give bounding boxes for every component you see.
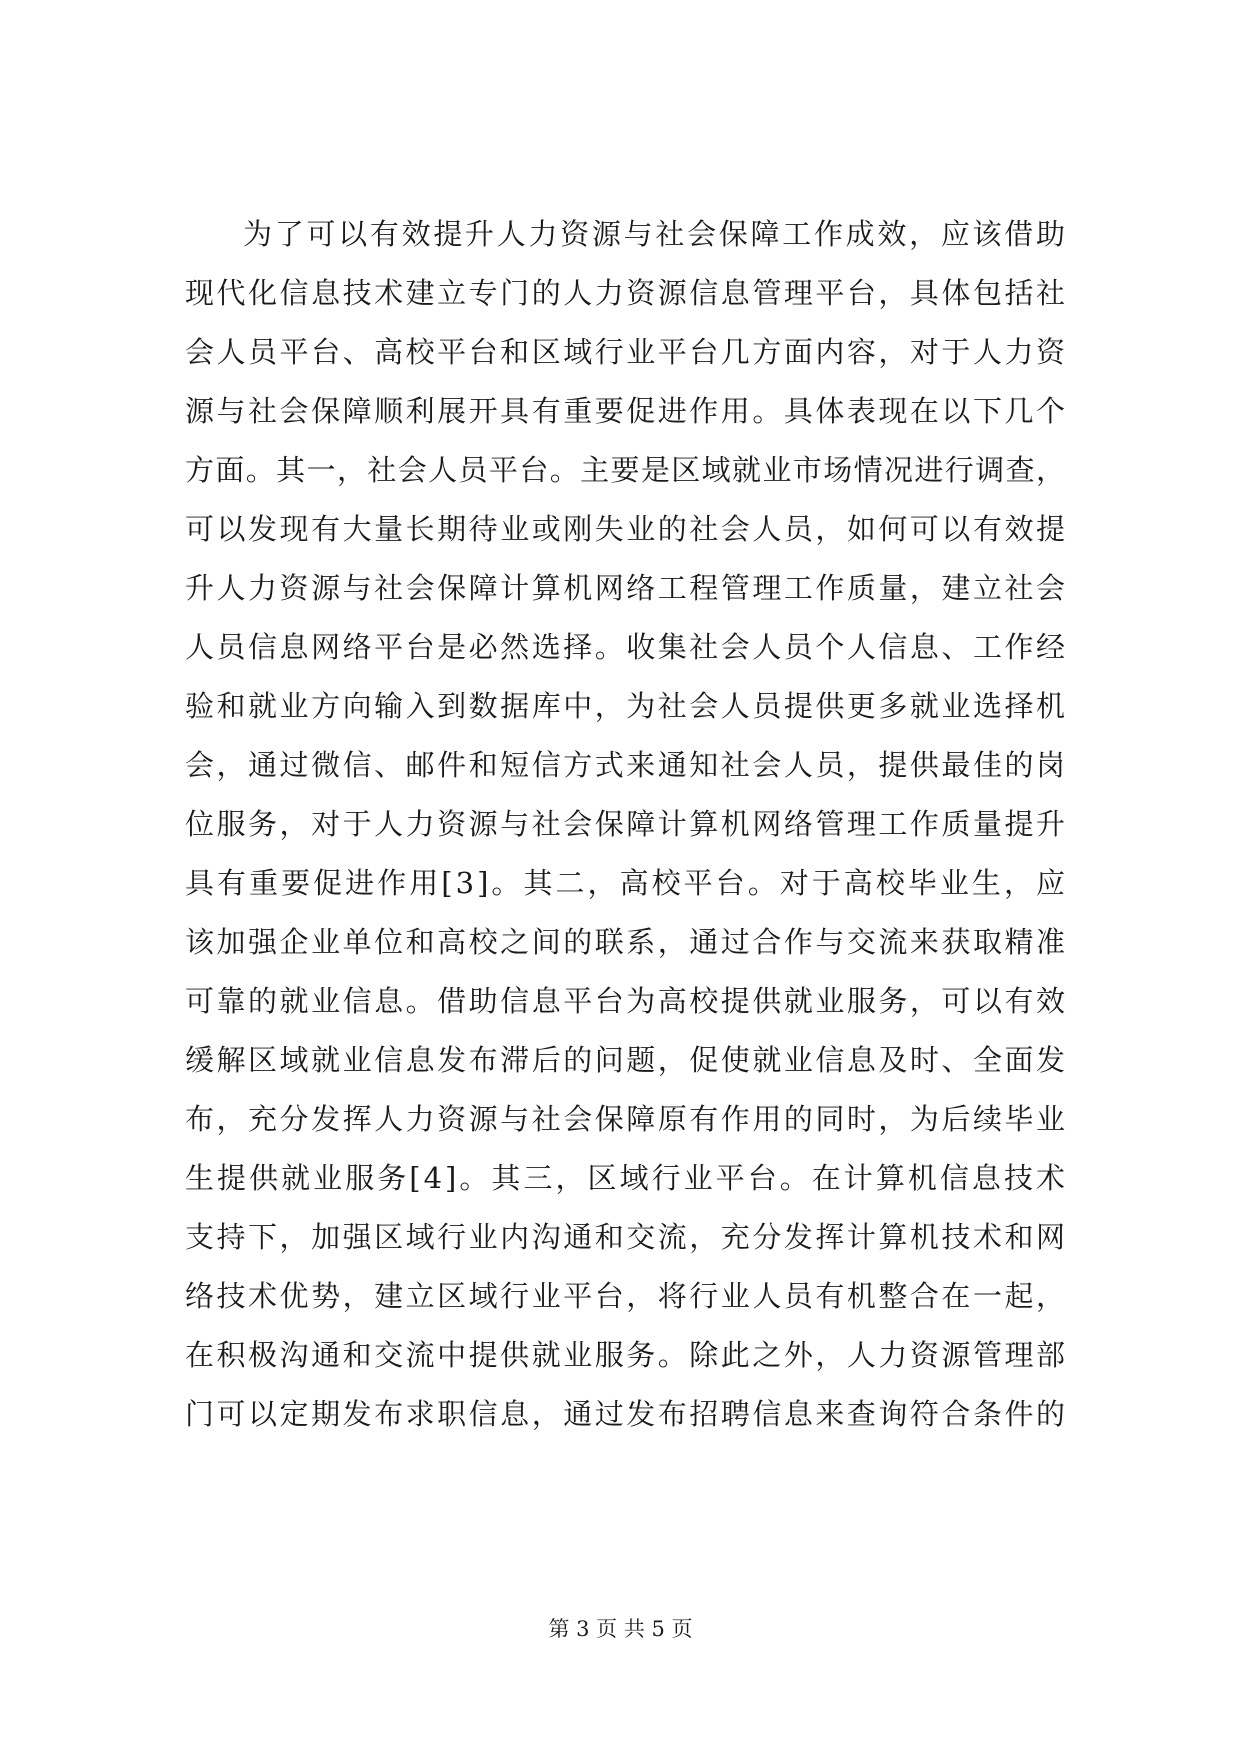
text-line: 会，通过微信、邮件和短信方式来通知社会人员，提供最佳的岗 [185, 748, 1068, 782]
text-line: 会人员平台、高校平台和区域行业平台几方面内容，对于人力资 [185, 335, 1068, 369]
text-line: 该加强企业单位和高校之间的联系，通过合作与交流来获取精准 [185, 925, 1068, 959]
text-line: 可靠的就业信息。借助信息平台为高校提供就业服务，可以有效 [185, 984, 1068, 1018]
text-line: 方面。其一，社会人员平台。主要是区域就业市场情况进行调查， [185, 453, 1067, 487]
text-line: 验和就业方向输入到数据库中，为社会人员提供更多就业选择机 [185, 689, 1068, 723]
text-line: 生提供就业服务[4]。其三，区域行业平台。在计算机信息技术 [185, 1161, 1069, 1195]
text-line: 为了可以有效提升人力资源与社会保障工作成效，应该借助 [243, 217, 1068, 251]
text-line: 支持下，加强区域行业内沟通和交流，充分发挥计算机技术和网 [185, 1220, 1068, 1254]
text-line: 可以发现有大量长期待业或刚失业的社会人员，如何可以有效提 [185, 512, 1068, 546]
text-line: 升人力资源与社会保障计算机网络工程管理工作质量，建立社会 [185, 571, 1068, 605]
text-line: 布，充分发挥人力资源与社会保障原有作用的同时，为后续毕业 [185, 1102, 1068, 1136]
text-line: 门可以定期发布求职信息，通过发布招聘信息来查询符合条件的 [185, 1397, 1068, 1431]
text-line: 络技术优势，建立区域行业平台，将行业人员有机整合在一起， [185, 1279, 1068, 1313]
text-line: 在积极沟通和交流中提供就业服务。除此之外，人力资源管理部 [185, 1338, 1068, 1372]
text-line: 现代化信息技术建立专门的人力资源信息管理平台，具体包括社 [185, 276, 1068, 310]
text-line: 位服务，对于人力资源与社会保障计算机网络管理工作质量提升 [185, 807, 1068, 841]
text-line: 缓解区域就业信息发布滞后的问题，促使就业信息及时、全面发 [185, 1043, 1068, 1077]
text-line: 源与社会保障顺利展开具有重要促进作用。具体表现在以下几个 [185, 394, 1068, 428]
body-paragraph [185, 205, 1069, 1444]
page-footer: 第 3 页 共 5 页 [548, 1617, 693, 1641]
text-line: 人员信息网络平台是必然选择。收集社会人员个人信息、工作经 [185, 630, 1068, 664]
text-line: 具有重要促进作用[3]。其二，高校平台。对于高校毕业生，应 [185, 866, 1069, 900]
